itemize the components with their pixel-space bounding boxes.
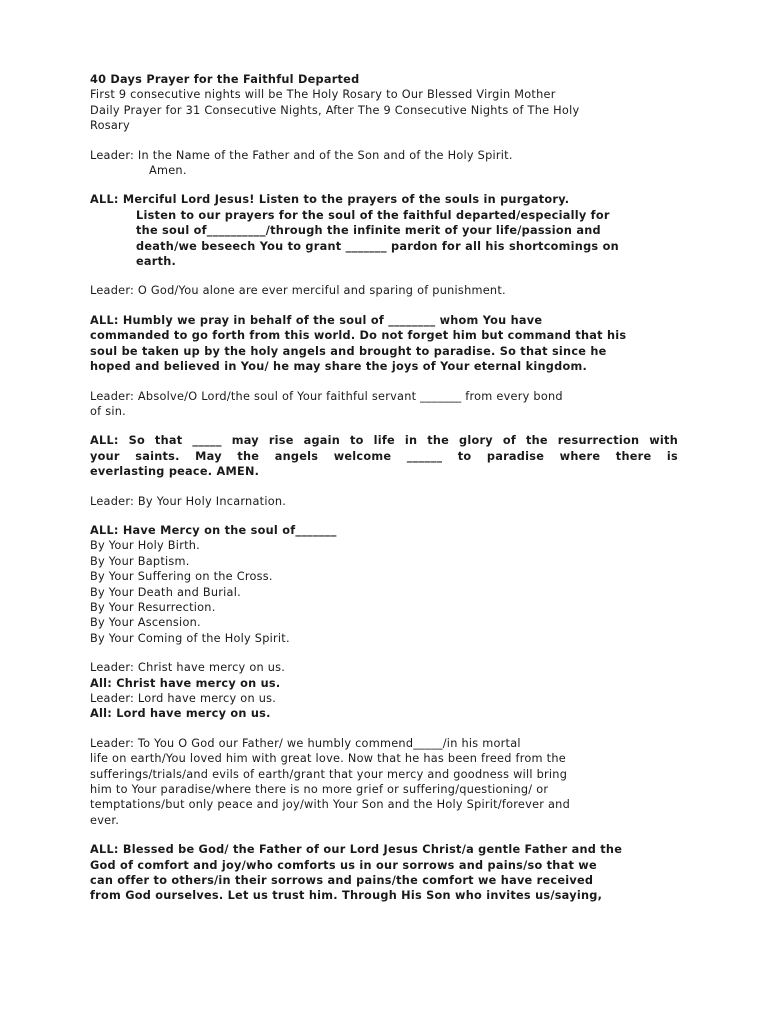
litany-line: By Your Death and Burial. [90, 585, 241, 599]
leader-line: ever. [90, 813, 120, 827]
intro-line: Daily Prayer for 31 Consecutive Nights, After The 9 Consecutive Nights of The Holy [90, 103, 580, 117]
all-response-line: ALL: So that _____ may rise again to life in the glory of the resurrection with [90, 434, 678, 448]
leader-line: him to Your paradise/where there is no more grief or suffering/questioning/ or [90, 783, 549, 797]
litany-line: By Your Resurrection. [90, 600, 216, 614]
all-response-line: death/we beseech You to grant _______ pardon for all his shortcomings on [136, 239, 619, 253]
leader-line: Leader: Lord have mercy on us. [90, 692, 277, 705]
all-response-line: hoped and believed in You/ he may share the joys of Your eternal kingdom. [90, 360, 588, 374]
leader-line: temptations/but only peace and joy/with Your Son and the Holy Spirit/forever and [90, 798, 571, 812]
litany-line: By Your Coming of the Holy Spirit. [90, 631, 290, 645]
litany-line: By Your Ascension. [90, 616, 201, 630]
leader-line: Leader: Absolve/O Lord/the soul of Your faithful servant _______ from every bond [90, 389, 563, 403]
all-response-line: soul be taken up by the holy angels and brought to paradise. So that since he [90, 344, 607, 358]
all-response-line: Listen to our prayers for the soul of the faithful departed/especially for [136, 208, 610, 222]
leader-line: Leader: In the Name of the Father and of the Son and of the Holy Spirit. [90, 148, 513, 162]
leader-line: Leader: Christ have mercy on us. [90, 661, 286, 675]
all-response-line: God of comfort and joy/who comforts us in our sorrows and pains/so that we [90, 858, 597, 872]
intro-line: First 9 consecutive nights will be The Holy Rosary to Our Blessed Virgin Mother [90, 88, 556, 102]
leader-line: Amen. [149, 164, 187, 178]
leader-line: Leader: O God/You alone are ever merciful and sparing of punishment. [90, 284, 506, 298]
all-response-line: your saints. May the angels welcome ______ to paradise where there is [90, 449, 678, 463]
all-response-line: ALL: Merciful Lord Jesus! Listen to the prayers of the souls in purgatory. [90, 193, 570, 207]
litany-line: By Your Baptism. [90, 554, 190, 568]
all-response-line: from God ourselves. Let us trust him. Through His Son who invites us/saying, [90, 889, 603, 903]
document-page [90, 72, 678, 904]
leader-line: life on earth/You loved him with great love. Now that he has been freed from the [90, 752, 566, 766]
all-response-line: can offer to others/in their sorrows and pains/the comfort we have received [90, 874, 594, 888]
all-response-line: commanded to go forth from this world. Do not forget him but command that his [90, 329, 627, 343]
all-response-line: All: Lord have mercy on us. [90, 707, 271, 721]
all-response-line: All: Christ have mercy on us. [90, 676, 281, 690]
all-response-line: ALL: Blessed be God/ the Father of our Lord Jesus Christ/a gentle Father and the [90, 843, 623, 857]
all-response-line: everlasting peace. AMEN. [90, 465, 260, 479]
document-title: 40 Days Prayer for the Faithful Departed [90, 73, 360, 86]
leader-line: sufferings/trials/and evils of earth/grant that your mercy and goodness will bring [90, 767, 568, 781]
all-response-line: earth. [136, 255, 177, 269]
all-response-line: ALL: Have Mercy on the soul of_______ [90, 523, 337, 537]
all-response-line: ALL: Humbly we pray in behalf of the soul of ________ whom You have [90, 313, 543, 327]
intro-line: Rosary [90, 119, 130, 133]
leader-line: Leader: By Your Holy Incarnation. [90, 494, 287, 508]
leader-line: Leader: To You O God our Father/ we humbly commend_____/in his mortal [90, 736, 521, 750]
litany-line: By Your Holy Birth. [90, 539, 201, 553]
all-response-line: the soul of__________/through the infinite merit of your life/passion and [136, 224, 601, 238]
leader-line: of sin. [90, 404, 127, 418]
litany-line: By Your Suffering on the Cross. [90, 570, 273, 584]
